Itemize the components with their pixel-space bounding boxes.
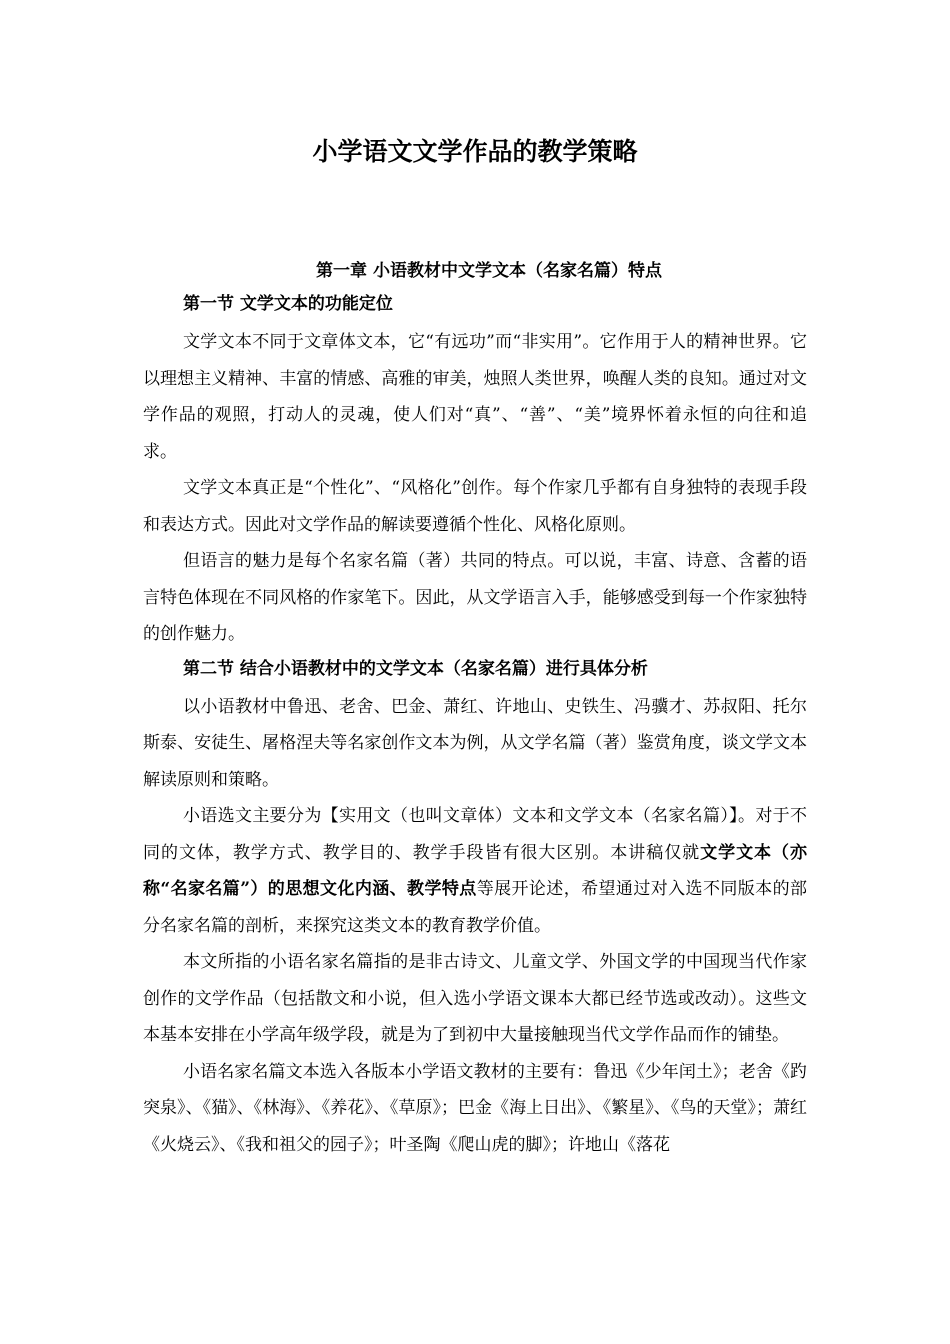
- emphasized-text: 文学文本（亦称“名家名篇”）的思想文化内涵、教学特点: [143, 842, 808, 899]
- section-1-heading: 第一节 文学文本的功能定位: [183, 294, 393, 314]
- chapter-heading: 第一章 小语教材中文学文本（名家名篇）特点: [316, 261, 662, 281]
- document-body: [143, 255, 807, 1163]
- section-1-paragraph-2: 文学文本真正是“个性化”、“风格化”创作。每个作家几乎都有自身独特的表现手段和表达方式。因此对文学作品的解读要遵循个性化、风格化原则。: [143, 478, 807, 535]
- section-2-paragraph-1: 以小语教材中鲁迅、老舍、巴金、萧红、许地山、史铁生、冯骥才、苏叔阳、托尔斯泰、安徒生、屠格涅夫等名家创作文本为例，从文学名篇（著）鉴赏角度，谈文学文本解读原则和策略。: [143, 696, 807, 790]
- section-1-paragraph-1: 文学文本不同于文章体文本，它“有远功”而“非实用”。它作用于人的精神世界。它以理想主义精神、丰富的情感、高雅的审美，烛照人类世界，唤醒人类的良知。通过对文学作品的观照，打动人的灵魂，使人们对“真”、“善”、“美”境界怀着永恒的向往和追求。: [143, 332, 807, 462]
- section-2-heading: 第二节 结合小语教材中的文学文本（名家名篇）进行具体分析: [183, 658, 648, 679]
- document-title: 小学语文文学作品的教学策略: [312, 137, 638, 166]
- section-1-paragraph-3: 但语言的魅力是每个名家名篇（著）共同的特点。可以说，丰富、诗意、含蓄的语言特色体现在不同风格的作家笔下。因此，从文学语言入手，能够感受到每一个作家独特的创作魅力。: [143, 551, 807, 644]
- section-2-paragraph-3: 本文所指的小语名家名篇指的是非古诗文、儿童文学、外国文学的中国现当代作家创作的文学作品（包括散文和小说，但入选小学语文课本大都已经节选或改动）。这些文本基本安排在小学高年级学段，就是为了到初中大量接触现当代文学作品而作的铺垫。: [143, 952, 807, 1045]
- section-2-paragraph-4: 小语名家名篇文本选入各版本小学语文教材的主要有：鲁迅《少年闰土》；老舍《趵突泉》、《猫》、《林海》、《养花》、《草原》；巴金《海上日出》、《繁星》、《鸟的天堂》；萧红《火烧云》、《我和祖父的园子》；叶圣陶《爬山虎的脚》；许地山《落花: [143, 1061, 807, 1155]
- paragraph-text: 小语选文主要分为【实用文（也叫文章体）文本和文学文本（名家名篇）】。对于不同的文体，教学方式、教学目的、教学手段皆有很大区别。本讲稿仅就: [143, 806, 807, 863]
- paragraph-text: 等展开论述，希望通过对入选不同版本的部分名家名篇的剖析，来探究这类文本的教育教学价值。: [143, 879, 807, 936]
- section-2-paragraph-2: [143, 798, 807, 944]
